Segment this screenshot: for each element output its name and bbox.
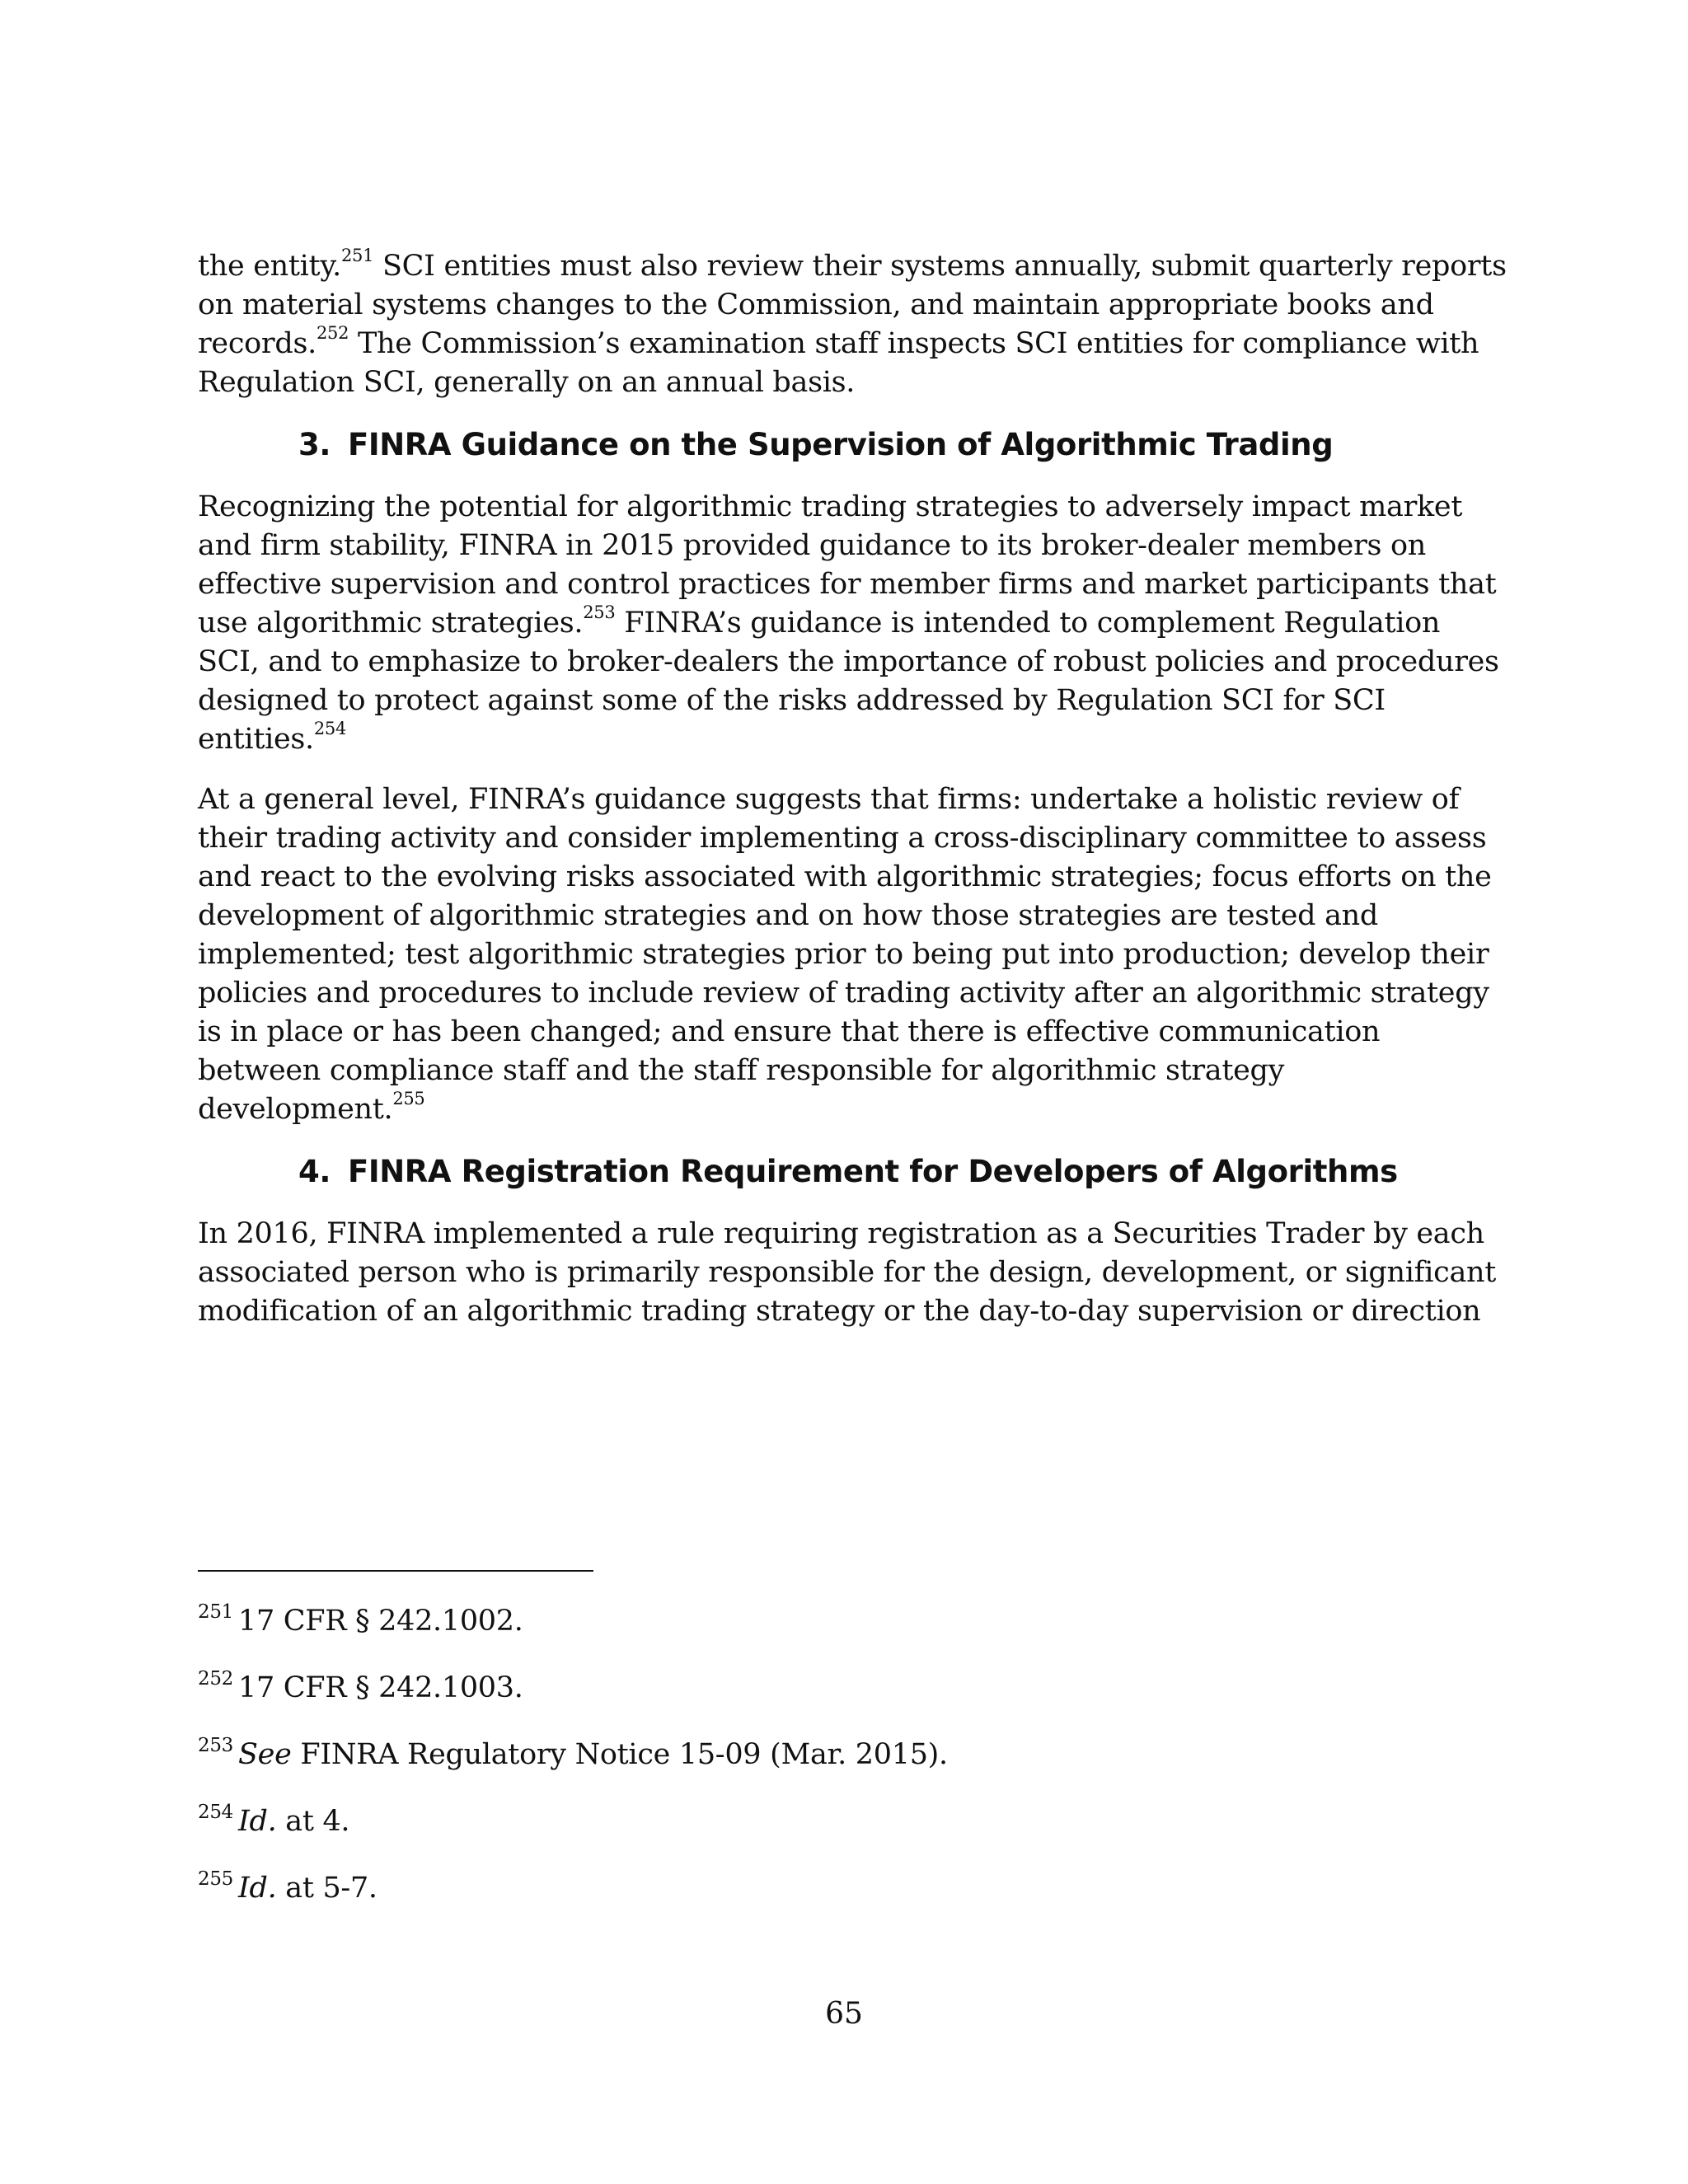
paragraph-registration-requirement (198, 1215, 1508, 1331)
footnote-number: 254 (198, 1802, 233, 1824)
footnote-text: 17 CFR § 242.1003. (238, 1671, 523, 1704)
footnote-252 (198, 1670, 1508, 1706)
paragraph-text: The Commission’s examination staff inspects SCI entities for compliance with Regulation SCI, generally on an annual basis. (198, 327, 1479, 399)
footnote-number: 255 (198, 1868, 233, 1891)
section-title: FINRA Registration Requirement for Developers of Algorithms (348, 1154, 1398, 1189)
footnote-number: 253 (198, 1735, 233, 1757)
page-number: 65 (825, 1997, 863, 2031)
section-number: 3. (298, 427, 331, 462)
section-number: 4. (298, 1154, 331, 1189)
paragraph-text: FINRA’s guidance is intended to complement Regulation SCI, and to emphasize to broker-dealers the importance of robust policies and procedures designed to protect against some of the risks addressed by Regulation SCI for SCI entities. (198, 607, 1499, 756)
footnote-signal: Id. (238, 1872, 277, 1905)
footnote-254 (198, 1803, 1508, 1840)
section-heading-3 (198, 424, 1508, 466)
footnote-ref-255: 255 (392, 1089, 425, 1109)
footnote-number: 252 (198, 1668, 233, 1690)
paragraph-text: At a general level, FINRA’s guidance suggests that firms: undertake a holistic review of their trading activity and consider implementing a cross-disciplinary committee to assess and react to the evolving risks associated with algorithmic strategies; focus efforts on the development of algorithmic strategies and on how those strategies are tested and implemented; test algorithmic strategies prior to being put into production; develop their policies and procedures to include review of trading activity after an algorithmic strategy is in place or has been changed; and ensure that there is effective communication between compliance staff and the staff responsible for algorithmic strategy development. (198, 783, 1492, 1126)
paragraph-text: the entity. (198, 250, 341, 283)
paragraph-text: Recognizing the potential for algorithmic trading strategies to adversely impact market and firm stability, FINRA in 2015 provided guidance to its broker-dealer members on effective supervision and control practices for member firms and market participants that use algorithmic strategies. (198, 490, 1497, 640)
footnote-signal: See (238, 1738, 292, 1771)
paragraph-general-level (198, 780, 1508, 1129)
footnote-251 (198, 1603, 1508, 1639)
footnote-text: at 4. (276, 1805, 350, 1838)
paragraph-text: SCI entities must also review their systems annually, submit quarterly reports on material systems changes to the Commission, and maintain appropriate books and records. (198, 250, 1507, 360)
footnote-number: 251 (198, 1601, 233, 1624)
footnote-ref-252: 252 (316, 323, 349, 344)
footnote-ref-254: 254 (313, 719, 347, 739)
footnotes (198, 1603, 1508, 1937)
footnote-ref-251: 251 (340, 246, 374, 266)
footnote-ref-253: 253 (583, 602, 616, 623)
paragraph-regulation-sci-review (198, 247, 1508, 402)
main-text (198, 247, 1508, 1331)
footnote-divider (198, 1570, 593, 1572)
footnote-signal: Id. (238, 1805, 277, 1838)
footnote-text: FINRA Regulatory Notice 15-09 (Mar. 2015). (291, 1738, 948, 1771)
paragraph-text: In 2016, FINRA implemented a rule requiring registration as a Securities Trader by each associated person who is primarily responsible for the design, development, or significant modification of an algorithmic trading strategy or the day-to-day supervision or direction (198, 1217, 1497, 1328)
section-heading-4 (198, 1151, 1508, 1193)
section-title: FINRA Guidance on the Supervision of Algorithmic Trading (348, 427, 1334, 462)
footnote-text: at 5-7. (276, 1872, 377, 1905)
footnote-255 (198, 1870, 1508, 1906)
paragraph-finra-guidance (198, 488, 1508, 759)
footnote-253 (198, 1736, 1508, 1773)
footnote-text: 17 CFR § 242.1002. (238, 1605, 523, 1638)
